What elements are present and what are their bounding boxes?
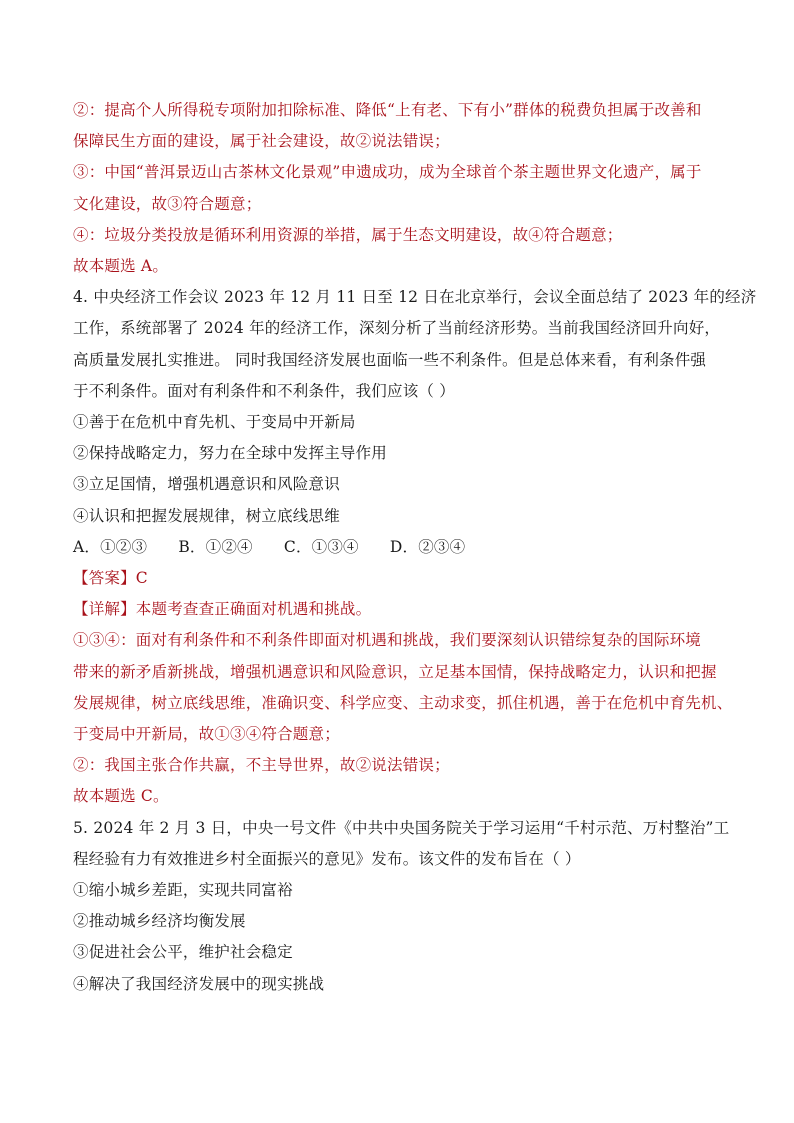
explanation-line: 带来的新矛盾新挑战，增强机遇意识和风险意识，立足基本国情，保持战略定力，认识和把握: [73, 662, 717, 681]
statement-item: ①善于在危机中育先机、于变局中开新局: [73, 413, 356, 432]
explanation-line: 发展规律，树立底线思维，准确识变、科学应变、主动求变，抓住机遇，善于在危机中育先机、: [73, 693, 733, 712]
conclusion-line: 故本题选 A。: [73, 257, 169, 276]
explanation-line: ③：中国“普洱景迈山古茶林文化景观”申遗成功，成为全球首个茶主题世界文化遗产，属于: [73, 163, 702, 182]
explanation-line: ②：提高个人所得税专项附加扣除标准、降低“上有老、下有小”群体的税费负担属于改善和: [73, 101, 702, 119]
explanation-line: 保障民生方面的建设，属于社会建设，故②说法错误；: [73, 132, 450, 151]
conclusion-line: 故本题选 C。: [73, 787, 169, 806]
question-stem-line: 高质量发展扎实推进。 同时我国经济发展也面临一些不利条件。但是总体来看，有利条件强: [73, 350, 707, 369]
explanation-line: 文化建设，故③符合题意；: [73, 194, 262, 213]
answer-line: 【答案】C: [73, 569, 148, 588]
explanation-line: ④：垃圾分类投放是循环利用资源的举措，属于生态文明建设，故④符合题意；: [73, 225, 623, 244]
detail-line: 【详解】本题考查查正确面对机遇和挑战。: [73, 600, 372, 619]
question-stem-line: 程经验有力有效推进乡村全面振兴的意见》发布。该文件的发布旨在（ ）: [73, 849, 581, 868]
option-d: D．②③④: [389, 537, 466, 556]
previous-explanation: [73, 95, 725, 282]
question-stem-line: 5. 2024 年 2 月 3 日，中央一号文件《中共中央国务院关于学习运用“千村示范、万村整治”工: [73, 818, 730, 837]
option-b: B．①②④: [178, 537, 253, 556]
statement-item: ④认识和把握发展规律，树立底线思维: [73, 506, 340, 525]
option-c: C．①③④: [283, 537, 359, 556]
question-stem-line: 于不利条件。面对有利条件和不利条件，我们应该（ ）: [73, 381, 455, 400]
statement-item: ②保持战略定力，努力在全球中发挥主导作用: [73, 444, 388, 463]
answer-options: [73, 532, 725, 563]
statement-item: ④解决了我国经济发展中的现实挑战: [73, 974, 325, 993]
question-5: [73, 813, 730, 1000]
explanation-line: ①③④：面对有利条件和不利条件即面对机遇和挑战，我们要深刻认识错综复杂的国际环境: [73, 631, 702, 650]
question-stem-line: 4. 中央经济工作会议 2023 年 12 月 11 日至 12 日在北京举行，会议全面总结了 2023 年的经济: [73, 288, 757, 307]
statement-item: ③促进社会公平，维护社会稳定: [73, 943, 293, 962]
question-stem-line: 工作，系统部署了 2024 年的经济工作，深刻分析了当前经济形势。当前我国经济回升向好，: [73, 319, 721, 338]
explanation-line: ②：我国主张合作共赢，不主导世界，故②说法错误；: [73, 756, 450, 775]
document-page: [73, 95, 757, 1000]
statement-item: ②推动城乡经济均衡发展: [73, 912, 246, 931]
explanation-line: 于变局中开新局，故①③④符合题意；: [73, 725, 340, 744]
option-a: A．①②③: [73, 537, 148, 556]
question-4: [73, 282, 757, 812]
statement-item: ③立足国情，增强机遇意识和风险意识: [73, 475, 340, 494]
statement-item: ①缩小城乡差距，实现共同富裕: [73, 881, 293, 900]
